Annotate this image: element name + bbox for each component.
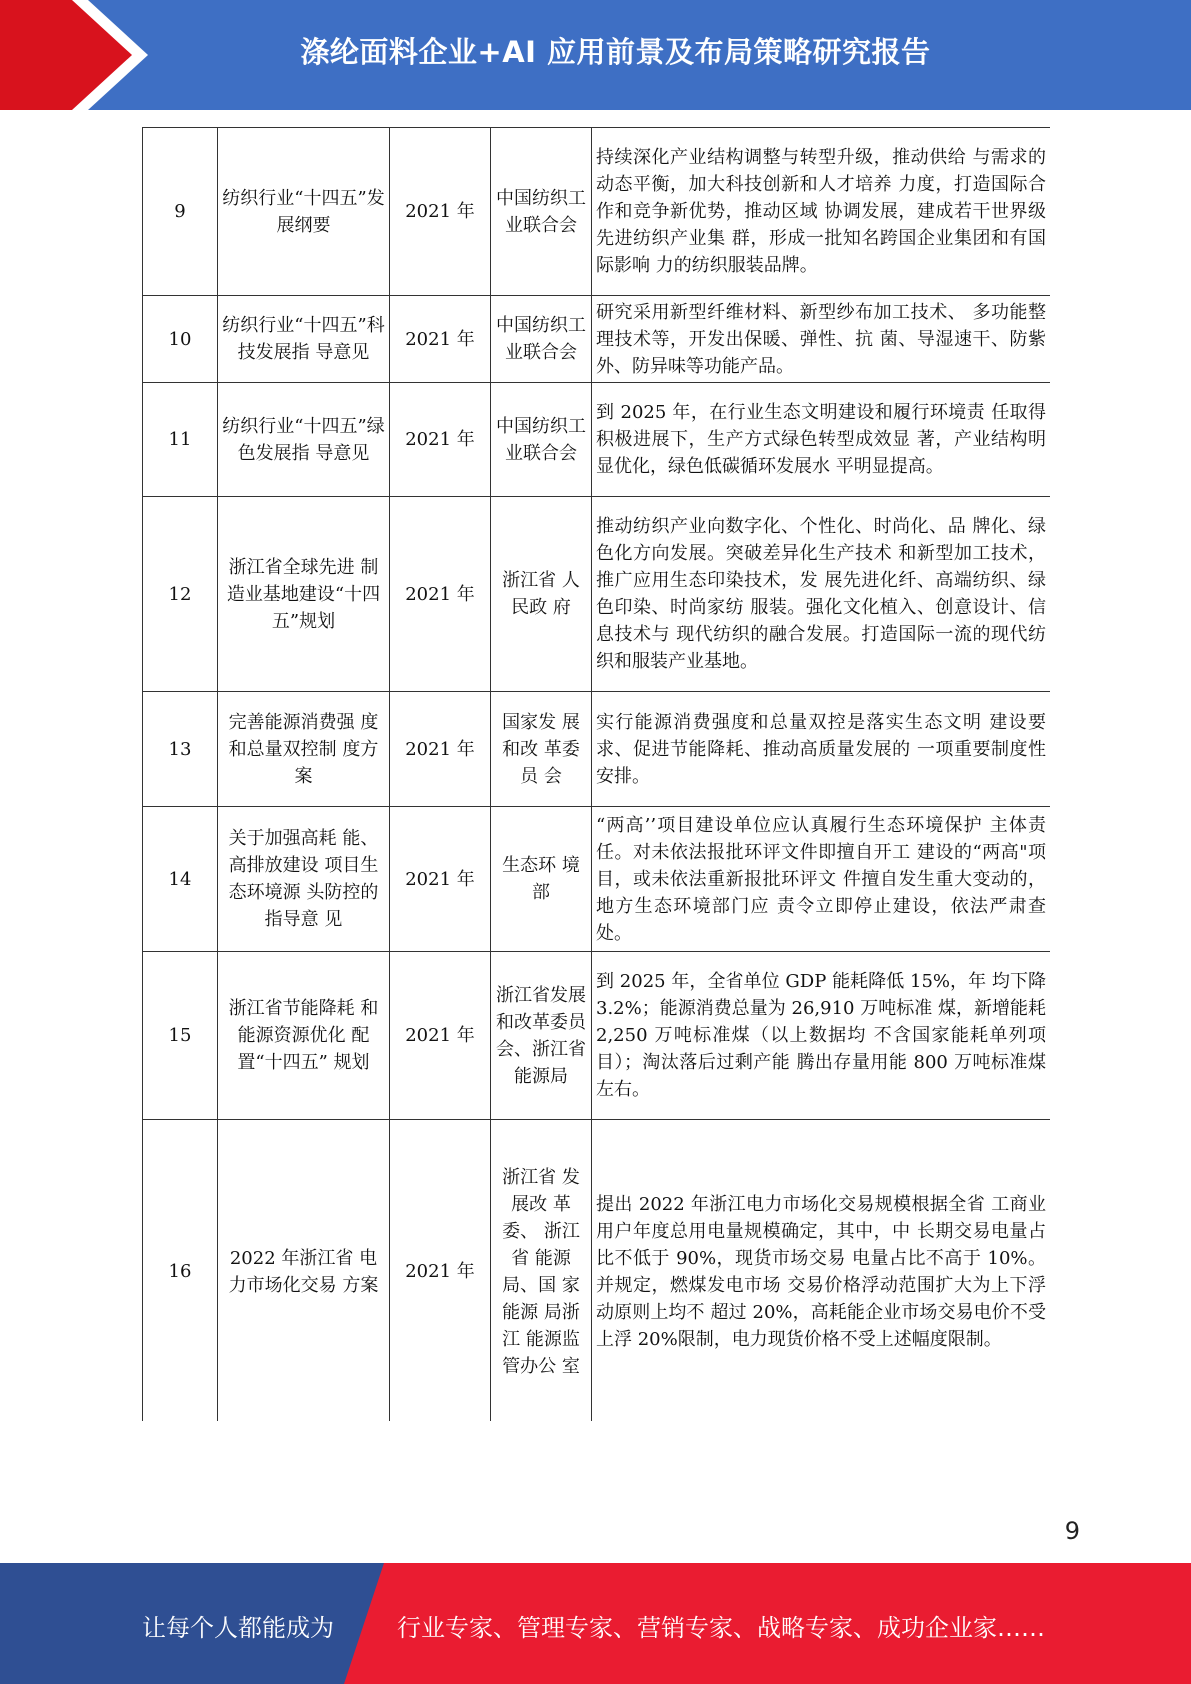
row-number: 10 bbox=[143, 296, 218, 383]
policy-content: 推动纺织产业向数字化、个性化、时尚化、品 牌化、绿色化方向发展。突破差异化生产技术 和新型加工技术，推广应用生态印染技术，发 展先进化纤、高端纺织、绿色印染、时尚家纺 服装。强化文化植入、创意设计、信息技术与 现代纺织的融合发展。打造国际一流的现代纺 织和服装产业基地。 bbox=[592, 497, 1051, 692]
footer-slogan-right: 行业专家、管理专家、营销专家、战略专家、成功企业家…… bbox=[397, 1614, 1045, 1642]
row-number: 12 bbox=[143, 497, 218, 692]
table-row bbox=[143, 296, 1051, 383]
table-row bbox=[143, 128, 1051, 296]
policy-year: 2021 年 bbox=[390, 807, 491, 952]
policy-content: 持续深化产业结构调整与转型升级，推动供给 与需求的动态平衡，加大科技创新和人才培养 力度，打造国际合作和竞争新优势，推动区域 协调发展，建成若干世界级先进纺织产业集 群，形成一批知名跨国企业集团和有国际影响 力的纺织服装品牌。 bbox=[592, 128, 1051, 296]
policy-issuer: 中国纺织工业联合会 bbox=[491, 383, 592, 497]
page-footer bbox=[0, 1563, 1191, 1684]
policy-name: 纺织行业“十四五”科技发展指 导意见 bbox=[218, 296, 390, 383]
policy-issuer: 浙江省 发展改 革委、 浙江省 能源局、国 家能源 局浙江 能源监管办公 室 bbox=[491, 1120, 592, 1422]
policy-year: 2021 年 bbox=[390, 128, 491, 296]
policy-issuer: 浙江省发展和改革委员会、浙江省能源局 bbox=[491, 952, 592, 1120]
policy-content: 研究采用新型纤维材料、新型纱布加工技术、 多功能整理技术等，开发出保暖、弹性、抗 菌、导湿速干、防紫外、防异味等功能产品。 bbox=[592, 296, 1051, 383]
policy-year: 2021 年 bbox=[390, 952, 491, 1120]
policy-content: 实行能源消费强度和总量双控是落实生态文明 建设要求、促进节能降耗、推动高质量发展的 一项重要制度性安排。 bbox=[592, 692, 1051, 807]
table-row bbox=[143, 692, 1051, 807]
policy-name: 完善能源消费强 度和总量双控制 度方案 bbox=[218, 692, 390, 807]
policy-year: 2021 年 bbox=[390, 1120, 491, 1422]
policy-year: 2021 年 bbox=[390, 296, 491, 383]
policy-year: 2021 年 bbox=[390, 497, 491, 692]
report-title: 涤纶面料企业+AI 应用前景及布局策略研究报告 bbox=[300, 34, 931, 69]
table-row bbox=[143, 952, 1051, 1120]
policy-issuer: 中国纺织工业联合会 bbox=[491, 296, 592, 383]
policy-name: 浙江省全球先进 制造业基地建设“十四五”规划 bbox=[218, 497, 390, 692]
row-number: 15 bbox=[143, 952, 218, 1120]
row-number: 14 bbox=[143, 807, 218, 952]
policy-issuer: 中国纺织工业联合会 bbox=[491, 128, 592, 296]
policy-content: “两高’’项目建设单位应认真履行生态环境保护 主体责任。对未依法报批环评文件即擅自开工 建设的“两高"项目，或未依法重新报批环评文 件擅自发生重大变动的，地方生态环境部门应 责令立即停止建设，依法严肃查处。 bbox=[592, 807, 1051, 952]
policy-table-container bbox=[142, 127, 1050, 1421]
row-number: 16 bbox=[143, 1120, 218, 1422]
row-number: 9 bbox=[143, 128, 218, 296]
policy-issuer: 生态环 境部 bbox=[491, 807, 592, 952]
row-number: 11 bbox=[143, 383, 218, 497]
page-number: 9 bbox=[1064, 1517, 1080, 1545]
footer-slogan-left: 让每个人都能成为 bbox=[142, 1614, 334, 1642]
policy-issuer: 国家发 展和改 革委员 会 bbox=[491, 692, 592, 807]
policy-table bbox=[142, 127, 1050, 1421]
policy-content: 到 2025 年，全省单位 GDP 能耗降低 15%，年 均下降 3.2%；能源消费总量为 26,910 万吨标准 煤，新增能耗 2,250 万吨标准煤（以上数据均 不含国家能耗单列项目）；淘汰落后过剩产能 腾出存量用能 800 万吨标准煤左右。 bbox=[592, 952, 1051, 1120]
table-row bbox=[143, 807, 1051, 952]
policy-name: 浙江省节能降耗 和能源资源优化 配置“十四五” 规划 bbox=[218, 952, 390, 1120]
policy-content: 到 2025 年，在行业生态文明建设和履行环境责 任取得积极进展下，生产方式绿色转型成效显 著，产业结构明显优化，绿色低碳循环发展水 平明显提高。 bbox=[592, 383, 1051, 497]
policy-name: 纺织行业“十四五”发展纲要 bbox=[218, 128, 390, 296]
row-number: 13 bbox=[143, 692, 218, 807]
policy-year: 2021 年 bbox=[390, 692, 491, 807]
policy-name: 关于加强高耗 能、高排放建设 项目生态环境源 头防控的指导意 见 bbox=[218, 807, 390, 952]
page-header bbox=[0, 0, 1191, 110]
policy-name: 纺织行业“十四五”绿色发展指 导意见 bbox=[218, 383, 390, 497]
table-row bbox=[143, 1120, 1051, 1422]
policy-content: 提出 2022 年浙江电力市场化交易规模根据全省 工商业用户年度总用电量规模确定，其中，中 长期交易电量占比不低于 90%，现货市场交易 电量占比不高于 10%。并规定，燃煤发电市场 交易价格浮动范围扩大为上下浮动原则上均不 超过 20%，高耗能企业市场交易电价不受上浮 20%限制，电力现货价格不受上述幅度限制。 bbox=[592, 1120, 1051, 1422]
table-row bbox=[143, 497, 1051, 692]
table-row bbox=[143, 383, 1051, 497]
policy-year: 2021 年 bbox=[390, 383, 491, 497]
policy-issuer: 浙江省 人民政 府 bbox=[491, 497, 592, 692]
policy-name: 2022 年浙江省 电力市场化交易 方案 bbox=[218, 1120, 390, 1422]
